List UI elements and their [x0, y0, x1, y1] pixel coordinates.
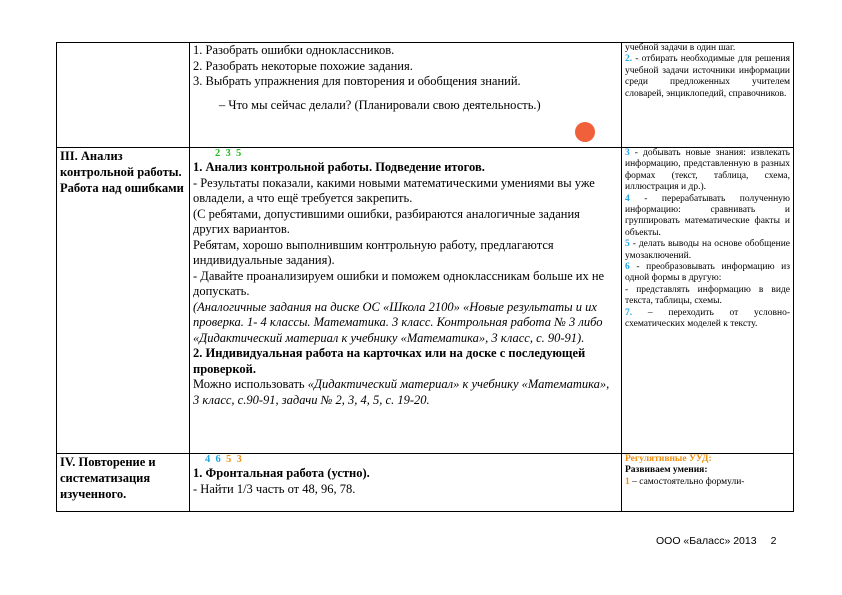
section-heading: 2. Индивидуальная работа на карточках или на доске с последующей проверкой. [193, 346, 586, 376]
content-line: - Давайте проанализируем ошибки и поможем одноклассникам больше их не допускать. [193, 268, 605, 298]
section-heading: 1. Фронтальная работа (устно). [193, 466, 370, 480]
uud-section-title: Регулятивные УУД: [625, 454, 712, 464]
stage-cell [57, 454, 190, 512]
content-line: - Результаты показали, какими новыми математическими умениями вы уже овладели, а что ещё требуется закрепить. [193, 175, 595, 205]
reference-note: (Аналогичные задания на диске ОС «Школа 2100» «Новые результаты и их проверка. 1- 4 классы. Математика. 3 класс. Контрольная работа № 3 либо «Дидактический материал к учебнику «Математика», 3 класс, с. 90-91). [193, 299, 603, 345]
content-line: 2. Разобрать некоторые похожие задания. [193, 58, 413, 73]
table-row [57, 43, 794, 148]
uud-cell [622, 148, 794, 454]
footer-company: ООО «Баласс» 2013 [656, 535, 757, 547]
content-cell [190, 454, 622, 512]
uud-item: 2. - отбирать необходимые для решения учебной задачи источники информации среди предложенных учителем словарей, энциклопедий, справочников. [625, 54, 790, 99]
uud-numbers: 2 3 5 [215, 148, 242, 159]
stage-cell [57, 43, 190, 148]
lesson-table [56, 42, 794, 512]
page-footer [656, 535, 776, 547]
table-row [57, 148, 794, 454]
uud-item: 1 – самостоятельно формули- [625, 476, 745, 487]
content-cell [190, 148, 622, 454]
content-line: 1. Разобрать ошибки одноклассников. [193, 43, 395, 57]
uud-item: 3 - добывать новые знания: извлекать информацию, представленную в разных формах (текст, таблица, схема, иллюстрация и др.). [625, 148, 790, 193]
table-row [57, 454, 794, 512]
uud-item: - представлять информацию в виде текста, таблицы, схемы. [625, 284, 790, 307]
uud-cell [622, 454, 794, 512]
uud-item: 7. – переходить от условно-схематических моделей к тексту. [625, 307, 790, 330]
content-line: - Найти 1/3 часть от 48, 96, 78. [193, 481, 356, 496]
stage-cell [57, 148, 190, 454]
page-number: 2 [770, 535, 777, 547]
stage-title: III. Анализ контрольной работы. Работа над ошибками [60, 149, 184, 195]
uud-subtitle: Развиваем умения: [625, 465, 708, 476]
uud-text: учебной задачи в один шаг. [625, 43, 736, 53]
uud-item: 4 - перерабатывать полученную информацию: сравнивать и группировать математические факты и объекты. [625, 193, 790, 238]
content-line: Можно использовать «Дидактический материал» к учебнику «Математика», 3 класс, с.90-91, задачи № 2, 3, 4, 5, с. 19-20. [193, 377, 610, 407]
content-line: Ребятам, хорошо выполнившим контрольную работу, предлагаются индивидуальные задания). [193, 237, 554, 267]
content-line: 3. Выбрать упражнения для повторения и обобщения знаний. [193, 74, 521, 88]
uud-numbers: 4 6 5 3 [205, 454, 242, 465]
uud-cell [622, 43, 794, 148]
orange-dot-icon [575, 122, 595, 142]
content-cell [190, 43, 622, 148]
uud-item: 6 - преобразовывать информацию из одной формы в другую: [625, 262, 790, 284]
stage-title: IV. Повторение и систематизация изученного. [60, 455, 156, 501]
content-line: – Что мы сейчас делали? (Планировали свою деятельность.) [219, 97, 541, 112]
uud-item: 5 - делать выводы на основе обобщение умозаключений. [625, 239, 790, 261]
content-line: (С ребятами, допустившими ошибки, разбираются аналогичные задания других вариантов. [193, 206, 580, 236]
section-heading: 1. Анализ контрольной работы. Подведение итогов. [193, 160, 485, 174]
